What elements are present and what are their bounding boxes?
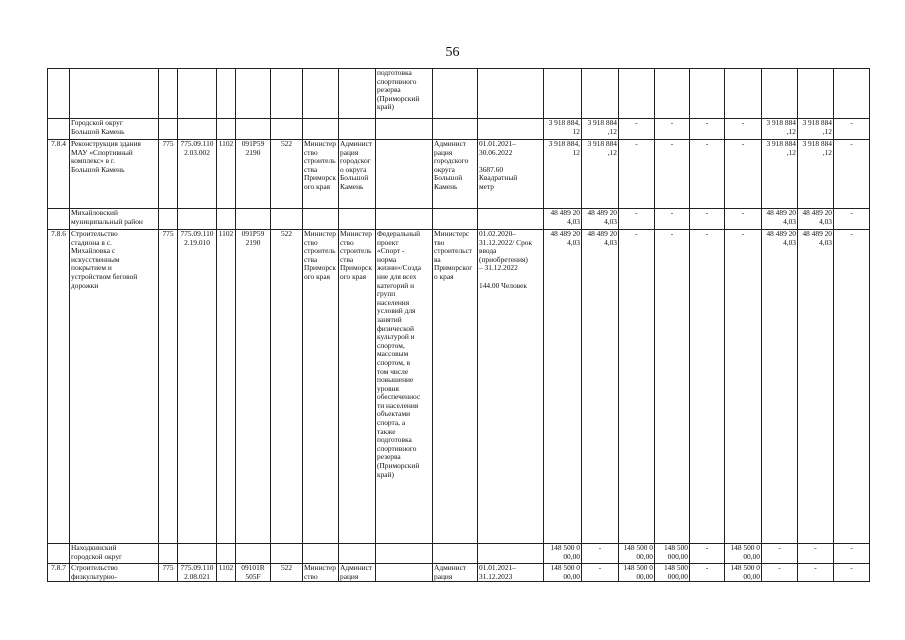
amount-cell: 148 500 0 00,00 (544, 564, 582, 582)
goal-text-cell (376, 544, 433, 564)
code-expense-cell (271, 209, 303, 230)
code-target-cell: 091P59 2190 (236, 230, 271, 544)
row-name-cell: Городской округ Большой Камень (70, 119, 159, 140)
term-result-cell (478, 119, 544, 140)
co-executor-cell (339, 544, 376, 564)
amount-cell: - (762, 564, 798, 582)
code-section-cell: 1102 (217, 564, 236, 582)
code-grbs-cell: 775 (159, 140, 178, 209)
amount-cell: - (582, 564, 619, 582)
amount-cell: - (690, 140, 725, 209)
amount-cell: 48 489 20 4,03 (544, 209, 582, 230)
goal-text-cell: Федеральный проект «Спорт - норма жизни»/Созда ние для всех категорий и групп населения условий для занятий физической культурой и спортом, массовым спортом, в том числе повышение уровня обеспеченнос ти населения объектами спорта, а также подготовка спортивного резерва (Приморский край) (376, 230, 433, 544)
code-program-cell (178, 69, 217, 119)
term-result-cell: 01.01.2021– 31.12.2023 (478, 564, 544, 582)
amount-cell (544, 69, 582, 119)
code-program-cell (178, 544, 217, 564)
amount-cell: - (655, 230, 690, 544)
amount-cell: 3 918 884 ,12 (798, 119, 834, 140)
amount-cell: - (582, 544, 619, 564)
amount-cell: - (619, 119, 655, 140)
row-number-cell (48, 119, 70, 140)
amount-cell: 48 489 20 4,03 (798, 230, 834, 544)
amount-cell: - (798, 544, 834, 564)
customer-cell: Админист рация городского округа Большой Камень (433, 140, 478, 209)
term-result-cell: 01.02.2020– 31.12.2022/ Срок ввода (приобретения) – 31.12.2022 144.00 Человек (478, 230, 544, 544)
row-name-cell (70, 69, 159, 119)
amount-cell: - (834, 140, 870, 209)
code-program-cell: 775.09.110 2.08.021 (178, 564, 217, 582)
amount-cell: 3 918 884, 12 (544, 119, 582, 140)
amount-cell: - (690, 209, 725, 230)
row-name-cell: Реконструкция здания МАУ «Спортивный комплекс» в г. Большой Камень (70, 140, 159, 209)
term-result-cell: 01.01.2021– 30.06.2022 3687.60 Квадратный метр (478, 140, 544, 209)
code-target-cell (236, 544, 271, 564)
code-section-cell (217, 69, 236, 119)
row-number-cell: 7.8.4 (48, 140, 70, 209)
code-grbs-cell (159, 209, 178, 230)
responsible-executor-cell (303, 544, 339, 564)
amount-cell: 148 500 0 00,00 (544, 544, 582, 564)
code-expense-cell: 522 (271, 564, 303, 582)
goal-text-cell (376, 119, 433, 140)
amount-cell: 3 918 884 ,12 (762, 140, 798, 209)
amount-cell: 3 918 884 ,12 (582, 140, 619, 209)
row-number-cell: 7.8.7 (48, 564, 70, 582)
goal-text-cell: подготовка спортивного резерва (Приморский край) (376, 69, 433, 119)
amount-cell (834, 69, 870, 119)
amount-cell (798, 69, 834, 119)
term-result-cell (478, 209, 544, 230)
table-row (48, 119, 870, 140)
table-row (48, 69, 870, 119)
code-section-cell (217, 544, 236, 564)
amount-cell: - (690, 544, 725, 564)
amount-cell: 148 500 0 00,00 (725, 544, 762, 564)
code-section-cell (217, 209, 236, 230)
amount-cell: - (690, 564, 725, 582)
amount-cell (655, 69, 690, 119)
amount-cell: - (655, 140, 690, 209)
code-target-cell: 09101R 505F (236, 564, 271, 582)
table-row (48, 140, 870, 209)
amount-cell: - (834, 119, 870, 140)
responsible-executor-cell (303, 119, 339, 140)
amount-cell: 148 500 000,00 (655, 564, 690, 582)
row-number-cell: 7.8.6 (48, 230, 70, 544)
amount-cell: 148 500 0 00,00 (619, 544, 655, 564)
amount-cell: - (725, 230, 762, 544)
amount-cell: - (725, 140, 762, 209)
code-program-cell: 775.09.110 2.19.010 (178, 230, 217, 544)
code-grbs-cell (159, 544, 178, 564)
responsible-executor-cell (303, 69, 339, 119)
row-number-cell (48, 209, 70, 230)
code-grbs-cell: 775 (159, 230, 178, 544)
goal-text-cell (376, 140, 433, 209)
amount-cell (619, 69, 655, 119)
amount-cell (725, 69, 762, 119)
amount-cell: 148 500 000,00 (655, 544, 690, 564)
code-grbs-cell: 775 (159, 564, 178, 582)
amount-cell: - (619, 209, 655, 230)
amount-cell: 3 918 884, 12 (544, 140, 582, 209)
program-table (47, 68, 870, 582)
amount-cell: 48 489 20 4,03 (762, 209, 798, 230)
amount-cell: 48 489 20 4,03 (582, 230, 619, 544)
amount-cell: 3 918 884 ,12 (762, 119, 798, 140)
term-result-cell (478, 69, 544, 119)
amount-cell: 148 500 0 00,00 (619, 564, 655, 582)
table-row (48, 564, 870, 582)
amount-cell: - (834, 230, 870, 544)
amount-cell: 48 489 20 4,03 (582, 209, 619, 230)
amount-cell: - (655, 209, 690, 230)
co-executor-cell (339, 69, 376, 119)
co-executor-cell (339, 119, 376, 140)
goal-text-cell (376, 209, 433, 230)
code-grbs-cell (159, 69, 178, 119)
customer-cell (433, 69, 478, 119)
code-expense-cell: 522 (271, 140, 303, 209)
co-executor-cell (339, 209, 376, 230)
table-row (48, 230, 870, 544)
customer-cell: Министерс тво строительст ва Приморског о края (433, 230, 478, 544)
responsible-executor-cell: Министер ство строитель ства Приморск ого края (303, 140, 339, 209)
row-name-cell: Находкинский городской округ (70, 544, 159, 564)
goal-text-cell (376, 564, 433, 582)
amount-cell: - (762, 544, 798, 564)
code-section-cell: 1102 (217, 140, 236, 209)
amount-cell: 3 918 884 ,12 (582, 119, 619, 140)
customer-cell (433, 544, 478, 564)
code-expense-cell (271, 544, 303, 564)
responsible-executor-cell (303, 209, 339, 230)
row-name-cell: Михайловский муниципальный район (70, 209, 159, 230)
customer-cell (433, 119, 478, 140)
amount-cell (690, 69, 725, 119)
row-name-cell: Строительство стадиона в с. Михайловка с искусственным покрытием и устройством беговой дорожки (70, 230, 159, 544)
code-target-cell: 091P59 2190 (236, 140, 271, 209)
co-executor-cell: Министер ство строитель ства Приморск ого края (339, 230, 376, 544)
amount-cell: - (619, 230, 655, 544)
amount-cell: - (619, 140, 655, 209)
co-executor-cell: Админист рация (339, 564, 376, 582)
customer-cell: Админист рация (433, 564, 478, 582)
code-target-cell (236, 69, 271, 119)
code-program-cell (178, 209, 217, 230)
table-row (48, 544, 870, 564)
amount-cell: - (834, 544, 870, 564)
row-number-cell (48, 544, 70, 564)
amount-cell: 48 489 20 4,03 (762, 230, 798, 544)
amount-cell: - (725, 119, 762, 140)
code-grbs-cell (159, 119, 178, 140)
code-program-cell: 775.09.110 2.03.002 (178, 140, 217, 209)
customer-cell (433, 209, 478, 230)
co-executor-cell: Админист рация городског о округа Большой Камень (339, 140, 376, 209)
amount-cell: - (690, 230, 725, 544)
amount-cell (582, 69, 619, 119)
amount-cell: 48 489 20 4,03 (798, 209, 834, 230)
amount-cell: - (798, 564, 834, 582)
amount-cell: - (834, 564, 870, 582)
amount-cell: - (725, 209, 762, 230)
responsible-executor-cell: Министер ство строитель ства Приморск ого края (303, 230, 339, 544)
code-expense-cell: 522 (271, 230, 303, 544)
code-program-cell (178, 119, 217, 140)
table-row (48, 209, 870, 230)
amount-cell (762, 69, 798, 119)
code-expense-cell (271, 119, 303, 140)
code-section-cell: 1102 (217, 230, 236, 544)
amount-cell: 148 500 0 00,00 (725, 564, 762, 582)
amount-cell: - (655, 119, 690, 140)
code-section-cell (217, 119, 236, 140)
code-target-cell (236, 209, 271, 230)
term-result-cell (478, 544, 544, 564)
row-number-cell (48, 69, 70, 119)
code-expense-cell (271, 69, 303, 119)
amount-cell: 48 489 20 4,03 (544, 230, 582, 544)
amount-cell: - (690, 119, 725, 140)
page-number: 56 (445, 45, 460, 60)
row-name-cell: Строительство физкультурно- (70, 564, 159, 582)
amount-cell: - (834, 209, 870, 230)
code-target-cell (236, 119, 271, 140)
amount-cell: 3 918 884 ,12 (798, 140, 834, 209)
responsible-executor-cell: Министер ство (303, 564, 339, 582)
